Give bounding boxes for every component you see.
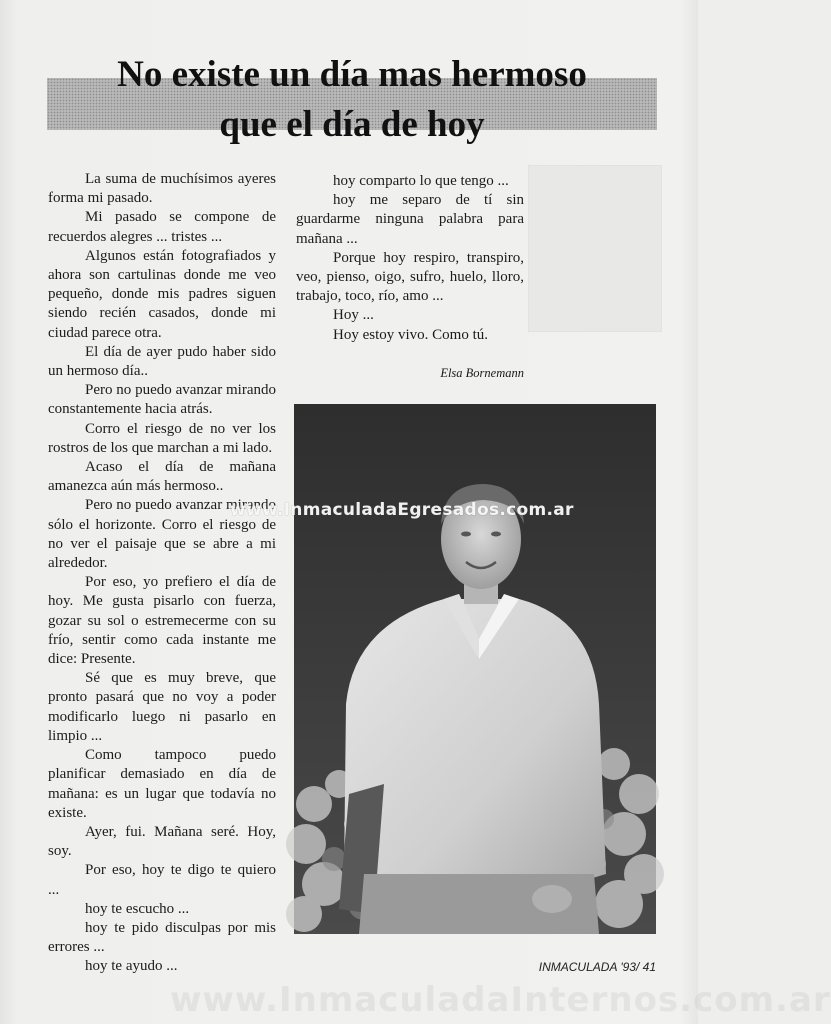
paragraph: hoy comparto lo que tengo ... bbox=[333, 173, 509, 189]
paragraph: Hoy ... bbox=[333, 307, 374, 324]
article-body-right-column bbox=[296, 172, 524, 345]
paragraph: Pero no puedo avanzar mirando constantemente hacia atrás. bbox=[48, 382, 276, 418]
paragraph: hoy te ayudo ... bbox=[85, 958, 178, 975]
paragraph: Algunos están fotografiados y ahora son cartulinas donde me veo pequeño, donde mis padres siguen siendo recién casados, donde mi ciudad parece otra. bbox=[48, 247, 276, 341]
page-footer: INMACULADA '93/ 41 bbox=[538, 960, 656, 974]
paragraph: hoy te pido disculpas por mis errores ... bbox=[48, 919, 276, 956]
paragraph: Ayer, fui. Mañana seré. Hoy, soy. bbox=[48, 823, 276, 860]
paragraph: hoy te escucho ... bbox=[85, 900, 190, 917]
bleed-through-panel bbox=[528, 165, 662, 332]
title-line-2: que el día de hoy bbox=[219, 104, 485, 145]
paragraph: La suma de muchísimos ayeres forma mi pasado. bbox=[48, 171, 276, 207]
paragraph: Como tampoco puedo planificar demasiado en día de mañana: es un lugar que todavía no existe. bbox=[48, 747, 276, 821]
portrait-illustration bbox=[294, 404, 656, 934]
paragraph: Pero no puedo avanzar mirando sólo el horizonte. Corro el riesgo de no ver el paisaje que se abre a mi alrededor. bbox=[48, 497, 276, 572]
paragraph: hoy me separo de tí sin guardarme ninguna palabra para mañana ... bbox=[296, 192, 524, 247]
paragraph: Por eso, hoy te digo te quiero ... bbox=[48, 862, 276, 898]
paragraph: Sé que es muy breve, que pronto pasará que no voy a poder modificarlo luego ni pasarlo en limpio ... bbox=[48, 670, 276, 744]
title-line-1: No existe un día mas hermoso bbox=[117, 54, 587, 95]
article-body-left-column bbox=[48, 170, 276, 977]
paragraph: Acaso el día de mañana amanezca aún más hermoso.. bbox=[48, 459, 276, 495]
author-photo bbox=[294, 404, 656, 934]
paragraph: El día de ayer pudo haber sido un hermoso día.. bbox=[48, 343, 276, 380]
paragraph: Porque hoy respiro, transpiro, veo, pienso, oigo, sufro, huelo, lloro, trabajo, toco, río, amo ... bbox=[296, 249, 524, 305]
paragraph: Mi pasado se compone de recuerdos alegres ... tristes ... bbox=[48, 209, 276, 245]
author-signature: Elsa Bornemann bbox=[440, 366, 524, 380]
watermark-text: www.InmaculadaEgresados.com.ar bbox=[230, 500, 574, 520]
bottom-watermark-text: www.InmaculadaInternos.com.ar bbox=[170, 980, 831, 1020]
paragraph: Hoy estoy vivo. Como tú. bbox=[333, 326, 489, 343]
article-title bbox=[47, 50, 657, 150]
paragraph: Corro el riesgo de no ver los rostros de los que marchan a mi lado. bbox=[48, 420, 276, 456]
paragraph: Por eso, yo prefiero el día de hoy. Me gusta pisarlo con fuerza, gozar su sol o estremecerme con su frío, sentir como cada instante me dice: Presente. bbox=[48, 574, 276, 668]
